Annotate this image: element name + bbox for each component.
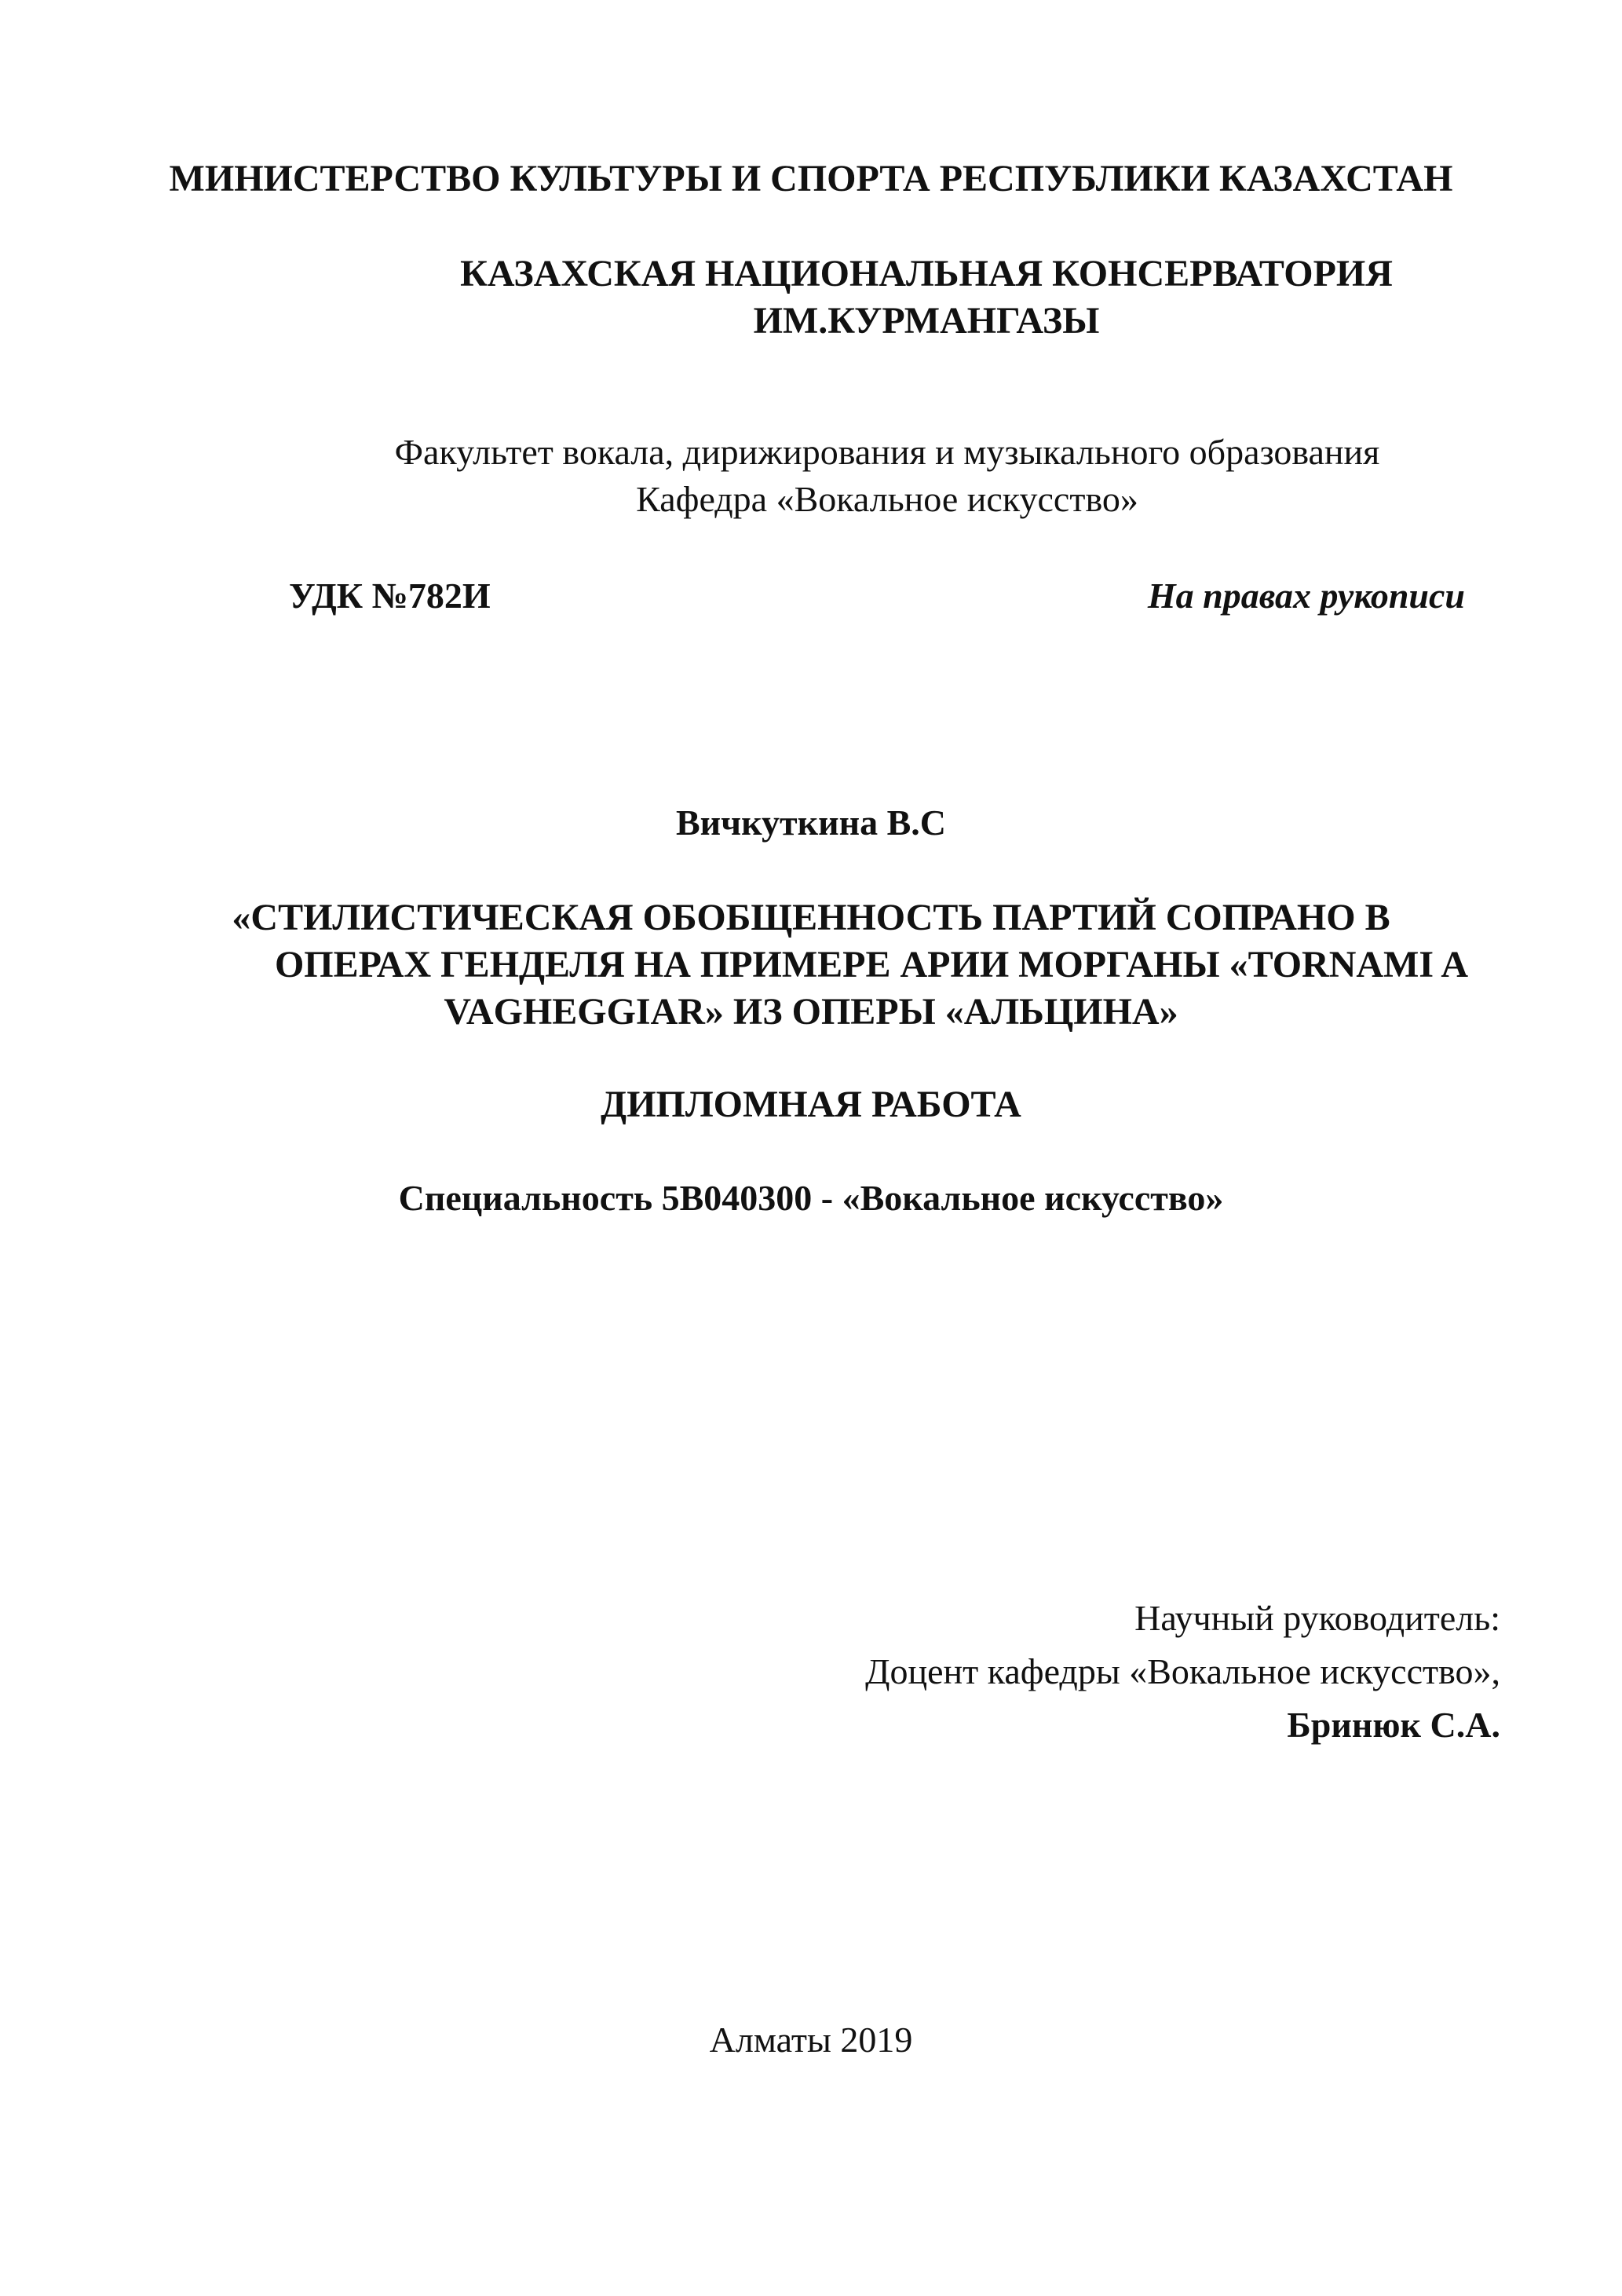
institution-heading-line2: ИМ.КУРМАНГАЗЫ	[753, 300, 1100, 342]
faculty-name: Факультет вокала, дирижирования и музыкального образования	[394, 432, 1380, 472]
thesis-title-line2: ОПЕРАХ ГЕНДЕЛЯ НА ПРИМЕРЕ АРИИ МОРГАНЫ «TORNAMI A	[274, 944, 1469, 985]
rights-note: На правах рукописи	[1147, 576, 1465, 616]
supervisor-name: Бринюк С.А.	[1287, 1705, 1500, 1745]
institution-heading-line1: КАЗАХСКАЯ НАЦИОНАЛЬНАЯ КОНСЕРВАТОРИЯ	[460, 253, 1393, 294]
supervisor-position: Доцент кафедры «Вокальное искусство»,	[865, 1651, 1500, 1691]
ministry-heading: МИНИСТЕРСТВО КУЛЬТУРЫ И СПОРТА РЕСПУБЛИКИ КАЗАХСТАН	[169, 158, 1453, 199]
department-name: Кафедра «Вокальное искусство»	[636, 479, 1138, 519]
supervisor-block	[865, 1600, 1500, 1760]
author-name: Вичкуткина В.С	[676, 803, 946, 843]
work-type-heading: ДИПЛОМНАЯ РАБОТА	[601, 1084, 1021, 1125]
supervisor-label: Научный руководитель:	[1134, 1598, 1500, 1638]
thesis-title-line3: VAGHEGGIAR» ИЗ ОПЕРЫ «АЛЬЦИНА»	[444, 991, 1178, 1033]
city-year: Алматы 2019	[709, 2020, 913, 2060]
udk-code: УДК №782И	[289, 576, 491, 616]
specialty-line: Специальность 5В040300 - «Вокальное искусство»	[398, 1178, 1224, 1218]
thesis-title-line1: «СТИЛИСТИЧЕСКАЯ ОБОБЩЕННОСТЬ ПАРТИЙ СОПРАНО В	[232, 897, 1390, 938]
